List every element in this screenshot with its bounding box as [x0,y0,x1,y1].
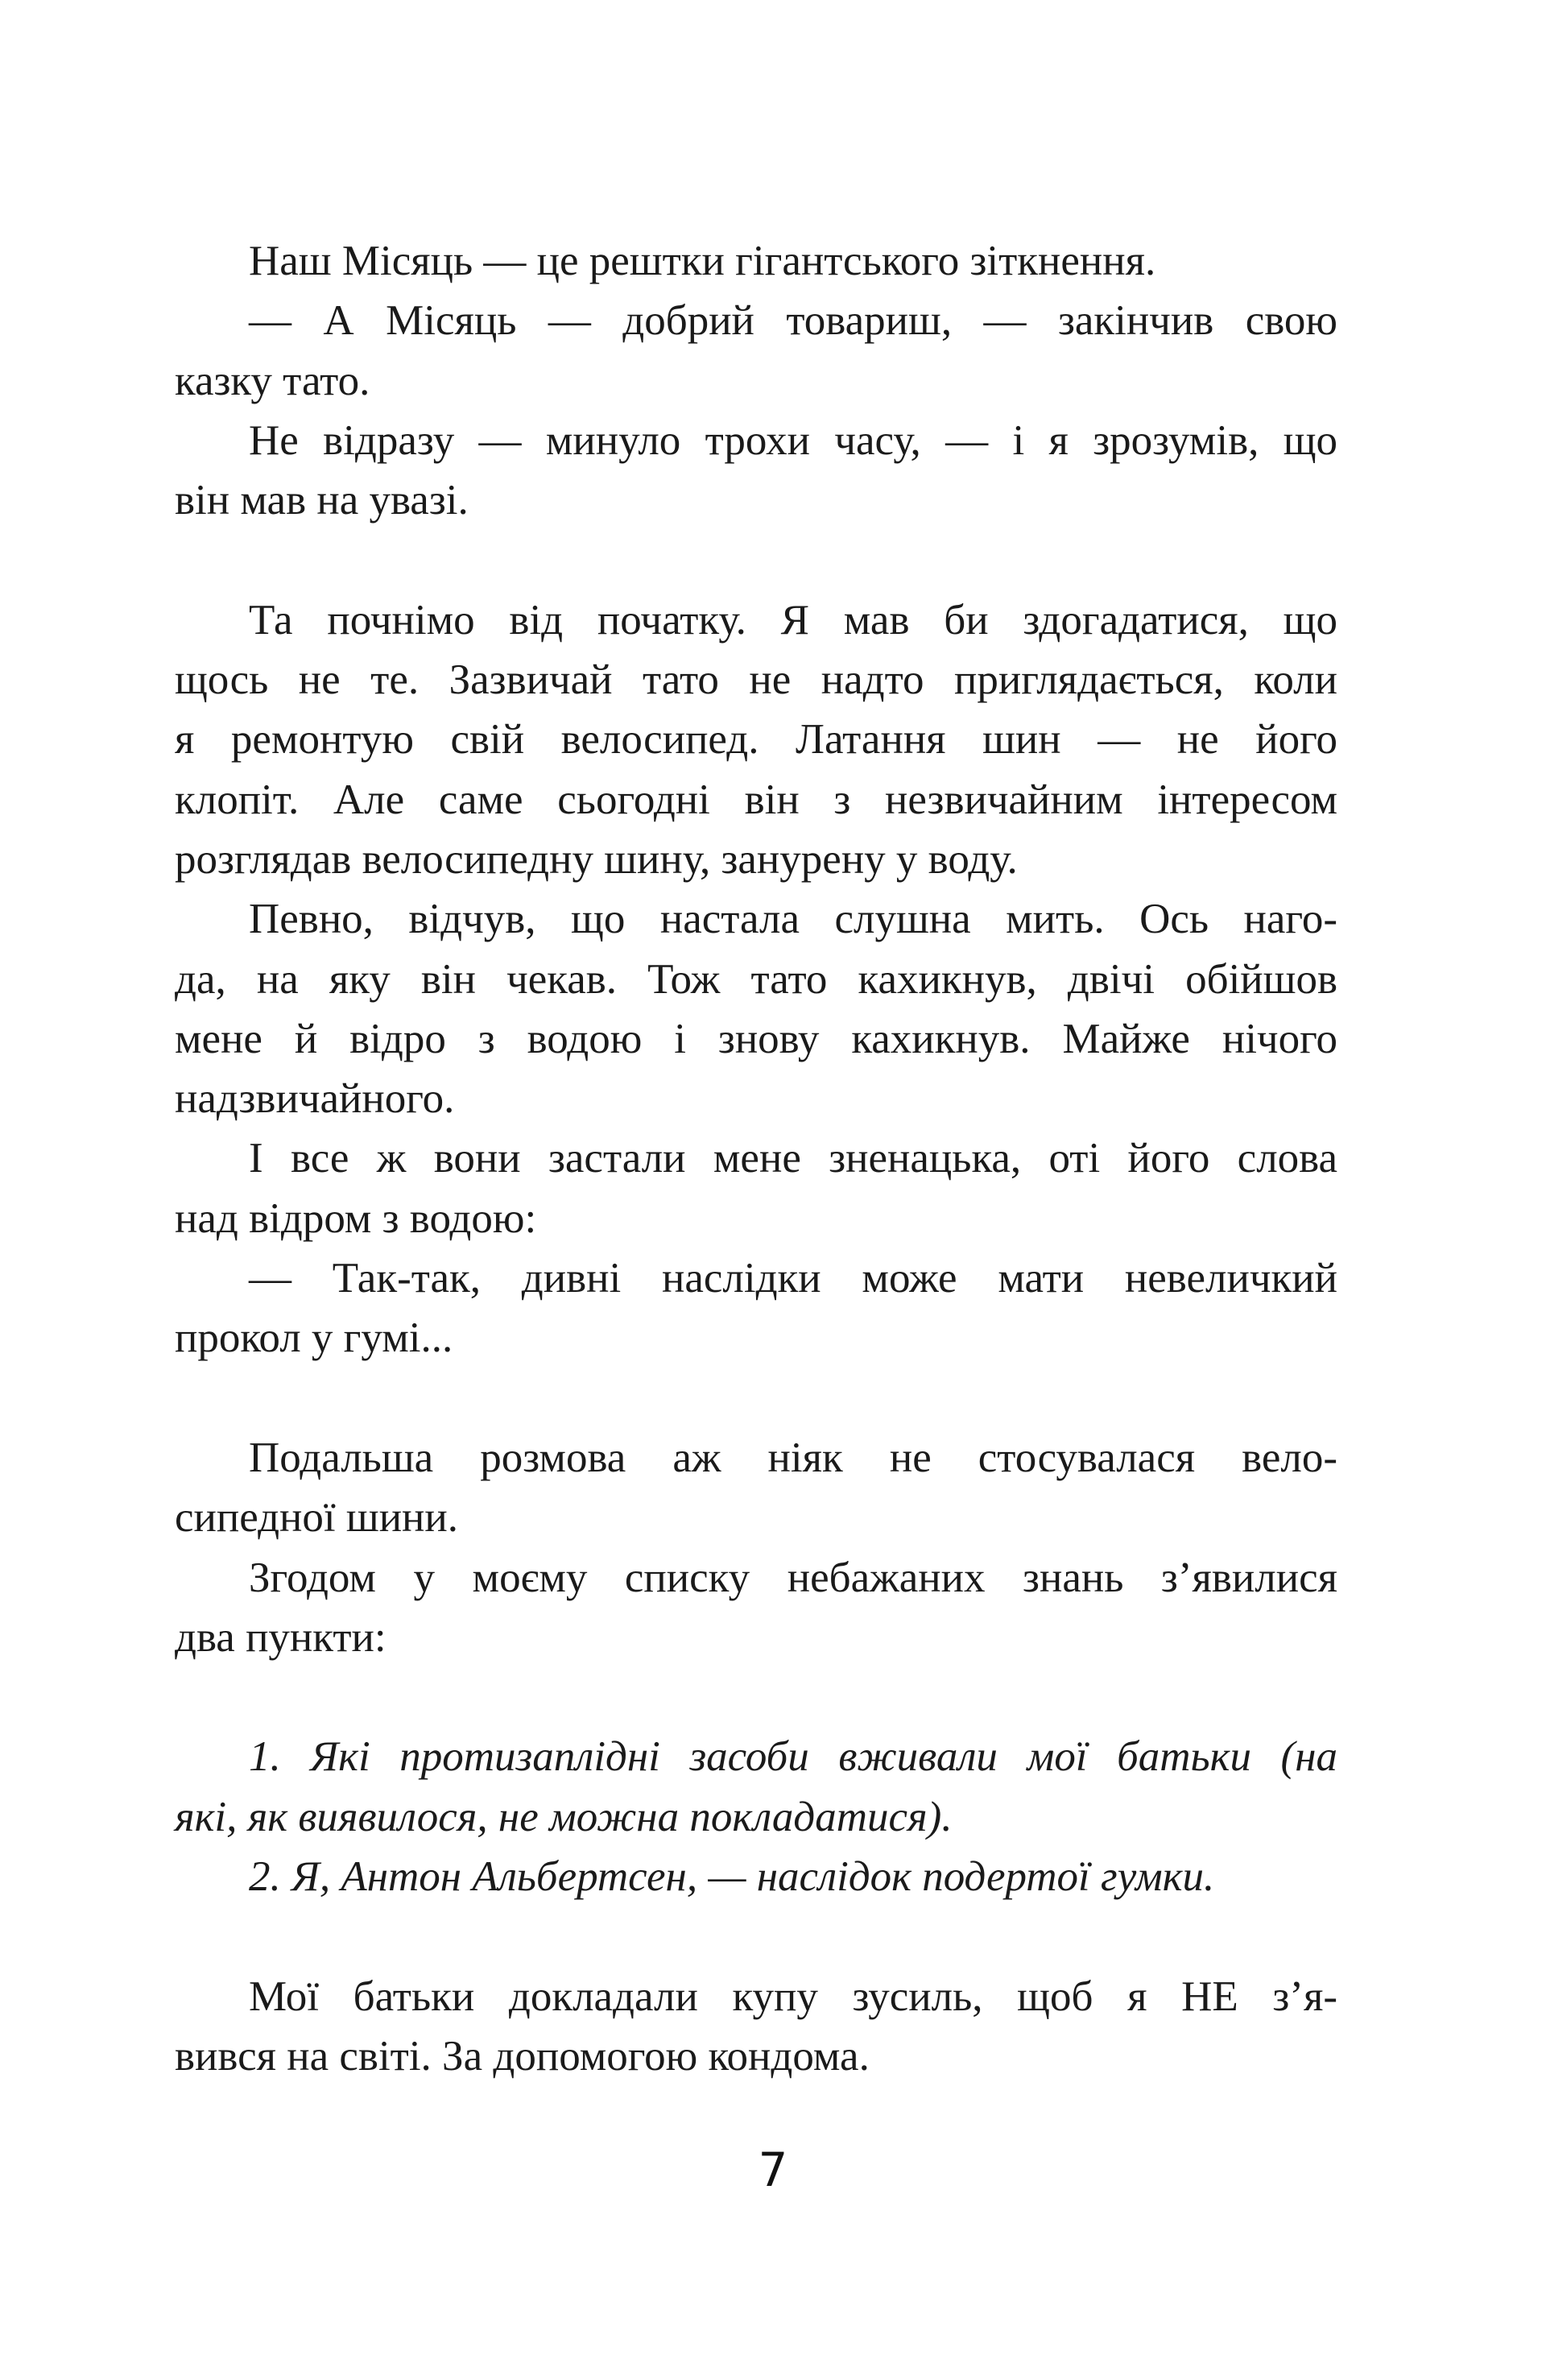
text-line: казку тато. [175,357,370,404]
paragraph [175,590,1337,889]
page-number: 7 [758,2142,788,2197]
text-line: він мав на увазі. [175,477,469,524]
text-line: 1. Які протизаплідні засоби вживали мої батьки (на [249,1733,1337,1781]
text-line: Подальша розмова аж ніяк не стосувалася вело- [249,1434,1337,1481]
section-break [175,1368,1337,1428]
paragraph [175,291,1337,411]
paragraph [175,1128,1337,1248]
text-line: два пункти: [175,1613,386,1661]
list-item [175,1727,1337,1847]
paragraph [175,1248,1337,1368]
text-line: Не відразу — минуло трохи часу, — і я зрозумів, що [249,416,1337,464]
text-line: — Так-так, дивні наслідки може мати невеличкий [249,1255,1337,1302]
text-line: Згодом у моєму списку небажаних знань з’явилися [249,1554,1337,1601]
section-break [175,1906,1337,1966]
paragraph [175,1548,1337,1668]
text-line: — А Місяць — добрий товариш, — закінчив свою [249,297,1337,345]
text-line: щось не те. Зазвичай тато не надто приглядається, коли [175,656,1337,704]
text-line: прокол у гумі... [175,1314,453,1362]
text-line: Певно, відчув, що настала слушна мить. Ось наго- [249,896,1337,943]
section-break [175,1667,1337,1727]
paragraph [175,889,1337,1128]
text-line: сипедної шини. [175,1494,459,1542]
paragraph [175,1428,1337,1548]
list-item [175,1847,1337,1906]
text-line: мене й відро з водою і знову кахикнув. Майже нічого [175,1015,1337,1062]
text-line: які, як виявилося, не можна покладатися). [175,1793,953,1840]
text-line: да, на яку він чекав. Тож тато кахикнув, двічі обійшов [175,955,1337,1003]
text-line: над відром з водою: [175,1194,537,1242]
paragraph [175,1967,1337,2087]
text-line: Та почнімо від початку. Я мав би здогадатися, що [249,596,1337,644]
text-line: клопіт. Але саме сьогодні він з незвичайним інтересом [175,776,1337,823]
text-line: вився на світі. За допомогою кондома. [175,2032,870,2080]
paragraph [175,231,1337,291]
text-line: І все ж вони застали мене зненацька, оті його слова [249,1135,1337,1182]
page-body [175,231,1337,2086]
section-break [175,530,1337,590]
text-line: розглядав велосипедну шину, занурену у воду. [175,835,1018,883]
text-line: я ремонтую свій велосипед. Латання шин — не його [175,716,1337,764]
paragraph [175,411,1337,531]
text-line: 2. Я, Антон Альбертсен, — наслідок подертої гумки. [249,1853,1215,1901]
text-line: надзвичайного. [175,1075,455,1123]
text-line: Мої батьки докладали купу зусиль, щоб я НЕ з’я- [249,1972,1337,2020]
text-line: Наш Місяць — це рештки гігантського зіткнення. [249,238,1156,284]
